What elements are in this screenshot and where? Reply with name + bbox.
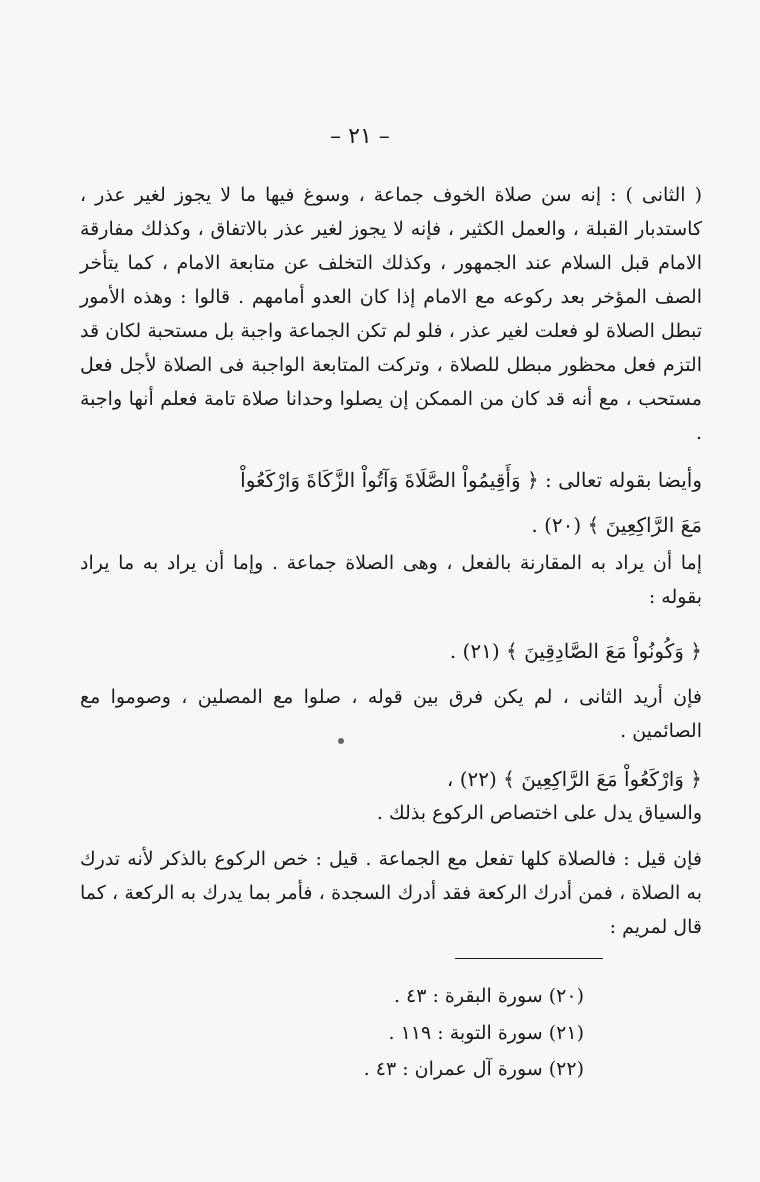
quran-verse-truthful: ﴿ وَكُونُواْ مَعَ الصَّادِقِينَ ﴾ (٢١) . xyxy=(449,639,702,663)
paragraph-second-point: ( الثانى ) : إنه سن صلاة الخوف جماعة ، وسوغ فيها ما لا يجوز لغير عذر ، كاستدبار القبلة ، والعمل الكثير ، فإنه لا يجوز لغير عذر بالاتفاق ، وكذلك مفارقة الامام قبل السلام عند الجمهور ، وكذلك التخلف عن متابعة الامام ، كما يتأخر الصف المؤخر بعد ركوعه مع الامام إذا كان العدو أمامهم . قالوا : وهذه الأمور تبطل الصلاة لو فعلت لغير عذر ، فلو لم تكن الجماعة واجبة بل مستحبة لكان قد التزم فعل محظور مبطل للصلاة ، وتركت المتابعة الواجبة فى الصلاة لأجل فعل مستحب ، مع أنه قد كان من الممكن إن يصلوا وحدانا صلاة تامة فعلم أنها واجبة . xyxy=(80,184,702,444)
footnote-22: (٢٢) سورة آل عمران : ٤٣ . xyxy=(363,1058,584,1080)
paragraph-interpretation: إما أن يراد به المقارنة بالفعل ، وهى الصلاة جماعة . وإما أن يراد به ما يراد بقوله : xyxy=(80,552,702,608)
quran-verse-bow: ﴿ وَارْكَعُواْ مَعَ الرَّاكِعِينَ ﴾ (٢٢) ، xyxy=(446,767,702,791)
footnote-21: (٢١) سورة التوبة : ١١٩ . xyxy=(388,1022,584,1044)
paragraph-distinction: فإن أريد الثانى ، لم يكن فرق بين قوله ، صلوا مع المصلين ، وصوموا مع الصائمين . xyxy=(80,686,702,742)
quran-verse-line-1: وأيضا بقوله تعالى : ﴿ وَأَقِيمُواْ الصَّلَاةَ وَآتُواْ الزَّكَاةَ وَارْكَعُواْ xyxy=(240,468,702,492)
paragraph-context: والسياق يدل على اختصاص الركوع بذلك . xyxy=(376,802,702,824)
page-number: – ٢١ – xyxy=(330,124,390,149)
paragraph-objection: فإن قيل : فالصلاة كلها تفعل مع الجماعة . قيل : خص الركوع بالذكر لأنه تدرك به الصلاة ، فمن أدرك الركعة فقد أدرك السجدة ، فأمر بما يدرك به الركعة ، كما قال لمريم : xyxy=(80,848,702,938)
footnote-20: (٢٠) سورة البقرة : ٤٣ . xyxy=(393,985,584,1007)
quran-verse-line-2: مَعَ الرَّاكِعِينَ ﴾ (٢٠) . xyxy=(531,513,702,537)
footnote-divider xyxy=(455,958,603,959)
ink-speck xyxy=(338,738,344,744)
